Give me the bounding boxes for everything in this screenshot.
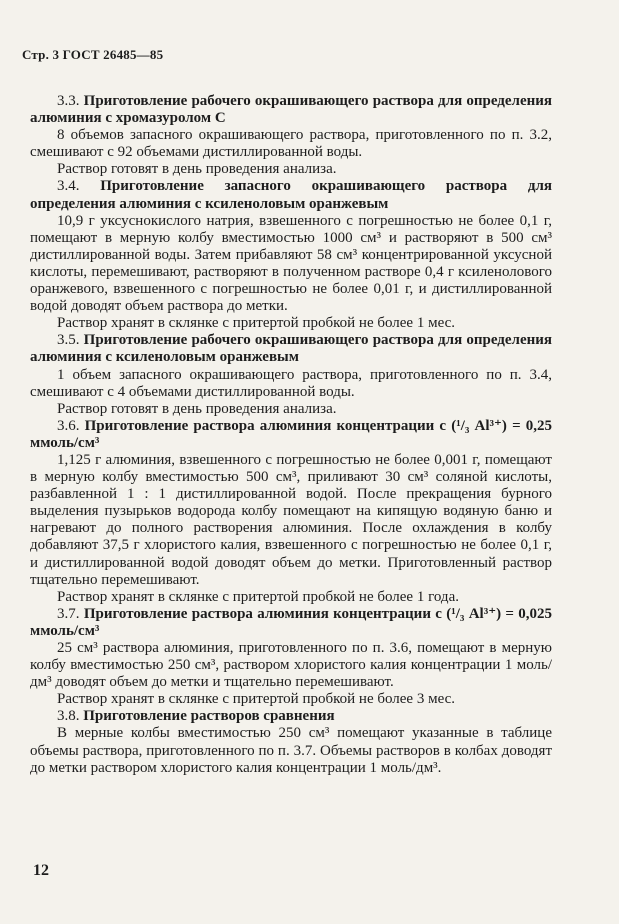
section-title: Приготовление раствора алюминия концентрации с (¹/₃ Al³⁺) = 0,025 ммоль/см³ bbox=[30, 605, 553, 639]
section-heading-3-5 bbox=[30, 332, 552, 366]
paragraph: В мерные колбы вместимостью 250 см³ помещают указанные в таблице объемы раствора, приготовленного по п. 3.7. Объемы растворов в колбах доводят до метки раствором хлористого калия концентрации 1 моль/дм³. bbox=[30, 725, 552, 776]
paragraph: 10,9 г уксуснокислого натрия, взвешенного с погрешностью не более 0,1 г, помещают в мерную колбу вместимостью 1000 см³ и растворяют в 500 см³ дистиллированной воды. Затем прибавляют 58 см³ концентрированной уксусной кислоты, перемешивают, растворяют в полученном растворе 0,4 г ксиленолового оранжевого, взвешенного с погрешностью не более 0,01 г, и дистиллированной водой доводят объем раствора до метки. bbox=[30, 212, 552, 315]
paragraph: 25 см³ раствора алюминия, приготовленного по п. 3.6, помещают в мерную колбу вместимостью 250 см³, раствором хлористого калия концентрации 1 моль/дм³ доводят объем до метки и тщательно перемешивают. bbox=[30, 640, 552, 691]
section-title: Приготовление рабочего окрашивающего раствора для определения алюминия с ксиленоловым оранжевым bbox=[30, 332, 553, 366]
page-number: 12 bbox=[33, 862, 49, 879]
section-title: Приготовление рабочего окрашивающего раствора для определения алюминия с хромазуролом С bbox=[30, 93, 553, 127]
paragraph: 1 объем запасного окрашивающего раствора, приготовленного по п. 3.4, смешивают с 4 объемами дистиллированной воды. bbox=[30, 366, 552, 400]
section-number: 3.5. bbox=[57, 332, 80, 349]
section-heading-3-6 bbox=[30, 418, 552, 452]
section-heading-3-4 bbox=[30, 178, 552, 212]
paragraph: 8 объемов запасного окрашивающего раствора, приготовленного по п. 3.2, смешивают с 92 объемами дистиллированной воды. bbox=[30, 127, 552, 161]
paragraph: Раствор готовят в день проведения анализа. bbox=[57, 161, 337, 178]
section-number: 3.8. bbox=[57, 708, 80, 725]
paragraph: Раствор готовят в день проведения анализа. bbox=[57, 400, 337, 417]
section-title: Приготовление растворов сравнения bbox=[83, 708, 335, 725]
paragraph: Раствор хранят в склянке с притертой пробкой не более 3 мес. bbox=[57, 691, 456, 708]
paragraph: Раствор хранят в склянке с притертой пробкой не более 1 года. bbox=[57, 588, 459, 605]
section-heading-3-3 bbox=[30, 93, 552, 127]
section-heading-3-8 bbox=[30, 708, 552, 725]
paragraph: 1,125 г алюминия, взвешенного с погрешностью не более 0,001 г, помещают в мерную колбу вместимостью 500 см³, приливают 30 см³ соляной кислоты, разбавленной 1 : 1 дистиллированной водой. После прекращения бурного выделения пузырьков водорода колбу помещают на кипящую водяную баню и нагревают до полного растворения алюминия. После охлаждения в колбу добавляют 37,5 г хлористого калия, взвешенного с погрешностью не более 0,1 г, и дистиллированной водой доводят объем до метки. Приготовленный раствор тщательно перемешивают. bbox=[30, 451, 552, 588]
section-number: 3.6. bbox=[57, 417, 80, 434]
section-title: Приготовление раствора алюминия концентрации с (¹/₃ Al³⁺) = 0,25 ммоль/см³ bbox=[30, 417, 553, 451]
page-header: Стр. 3 ГОСТ 26485—85 bbox=[22, 47, 164, 62]
section-heading-3-7 bbox=[30, 606, 552, 640]
document-body bbox=[30, 93, 552, 777]
section-number: 3.4. bbox=[57, 178, 80, 195]
section-number: 3.7. bbox=[57, 605, 80, 622]
section-number: 3.3. bbox=[57, 93, 80, 109]
section-title: Приготовление запасного окрашивающего раствора для определения алюминия с ксиленоловым оранжевым bbox=[30, 178, 552, 212]
paragraph: Раствор хранят в склянке с притертой пробкой не более 1 мес. bbox=[57, 315, 456, 332]
